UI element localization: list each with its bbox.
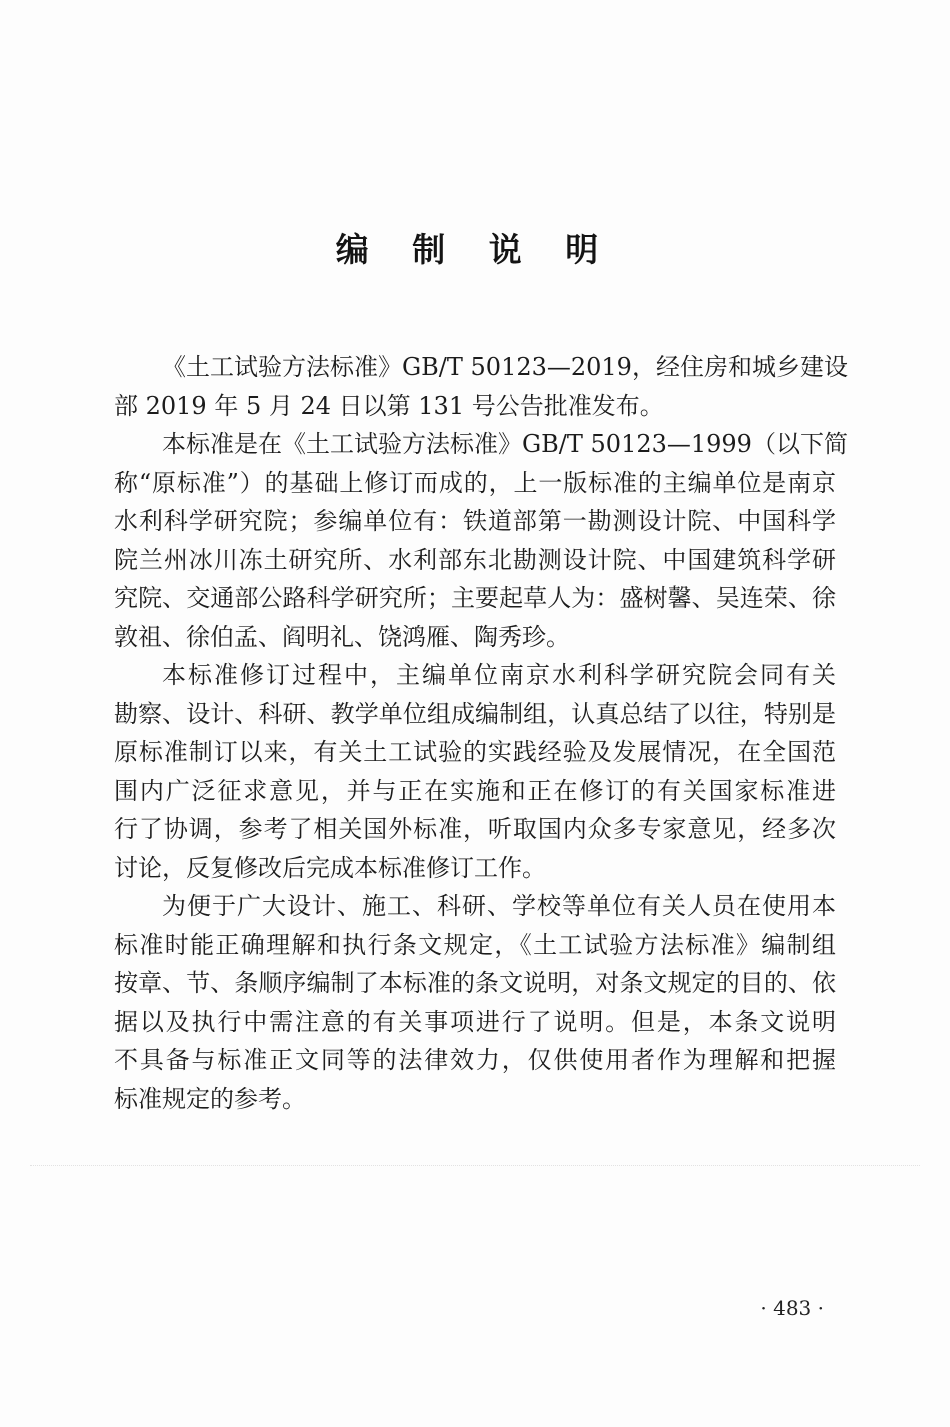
text-line: 原标准制订以来，有关土工试验的实践经验及发展情况，在全国范 xyxy=(114,738,836,766)
paragraph-3 xyxy=(114,656,836,887)
text-line: 部 2019 年 5 月 24 日以第 131 号公告批准发布。 xyxy=(114,391,664,420)
text-line: 称“原标准”）的基础上修订而成的，上一版标准的主编单位是南京 xyxy=(114,468,836,497)
text-line: 标准时能正确理解和执行条文规定，《土工试验方法标准》编制组 xyxy=(114,930,836,959)
text-line: 本标准是在《土工试验方法标准》GB/T 50123—1999（以下简 xyxy=(162,430,848,458)
text-line: 不具备与标准正文同等的法律效力，仅供使用者作为理解和把握 xyxy=(114,1046,836,1074)
body-text xyxy=(114,348,848,1118)
page-title: 编 制 说 明 xyxy=(335,230,615,269)
text-line: 《土工试验方法标准》GB/T 50123—2019，经住房和城乡建设 xyxy=(162,353,848,381)
paragraph-1 xyxy=(114,348,848,425)
text-line: 敦祖、徐伯孟、阎明礼、饶鸿雁、陶秀珍。 xyxy=(114,622,570,651)
text-line: 围内广泛征求意见，并与正在实施和正在修订的有关国家标准进 xyxy=(114,776,836,805)
text-line: 据以及执行中需注意的有关事项进行了说明。但是，本条文说明 xyxy=(114,1007,836,1036)
text-line: 讨论，反复修改后完成本标准修订工作。 xyxy=(114,853,546,882)
text-line: 勘察、设计、科研、教学单位组成编制组，认真总结了以往，特别是 xyxy=(114,699,836,728)
text-line: 行了协调，参考了相关国外标准，听取国内众多专家意见，经多次 xyxy=(114,815,836,843)
text-line: 标准规定的参考。 xyxy=(114,1084,306,1113)
text-line: 院兰州冰川冻土研究所、水利部东北勘测设计院、中国建筑科学研 xyxy=(114,545,836,574)
page-divider xyxy=(30,1165,920,1166)
text-line: 究院、交通部公路科学研究所；主要起草人为：盛树馨、吴连荣、徐 xyxy=(114,584,836,612)
page-number: · 483 · xyxy=(760,1296,824,1320)
paragraph-2 xyxy=(114,425,848,656)
text-line: 水利科学研究院；参编单位有：铁道部第一勘测设计院、中国科学 xyxy=(114,507,836,535)
text-line: 按章、节、条顺序编制了本标准的条文说明，对条文规定的目的、依 xyxy=(114,969,836,997)
paragraph-4 xyxy=(114,887,836,1118)
text-line: 本标准修订过程中，主编单位南京水利科学研究院会同有关 xyxy=(162,661,836,689)
text-line: 为便于广大设计、施工、科研、学校等单位有关人员在使用本 xyxy=(162,892,836,920)
